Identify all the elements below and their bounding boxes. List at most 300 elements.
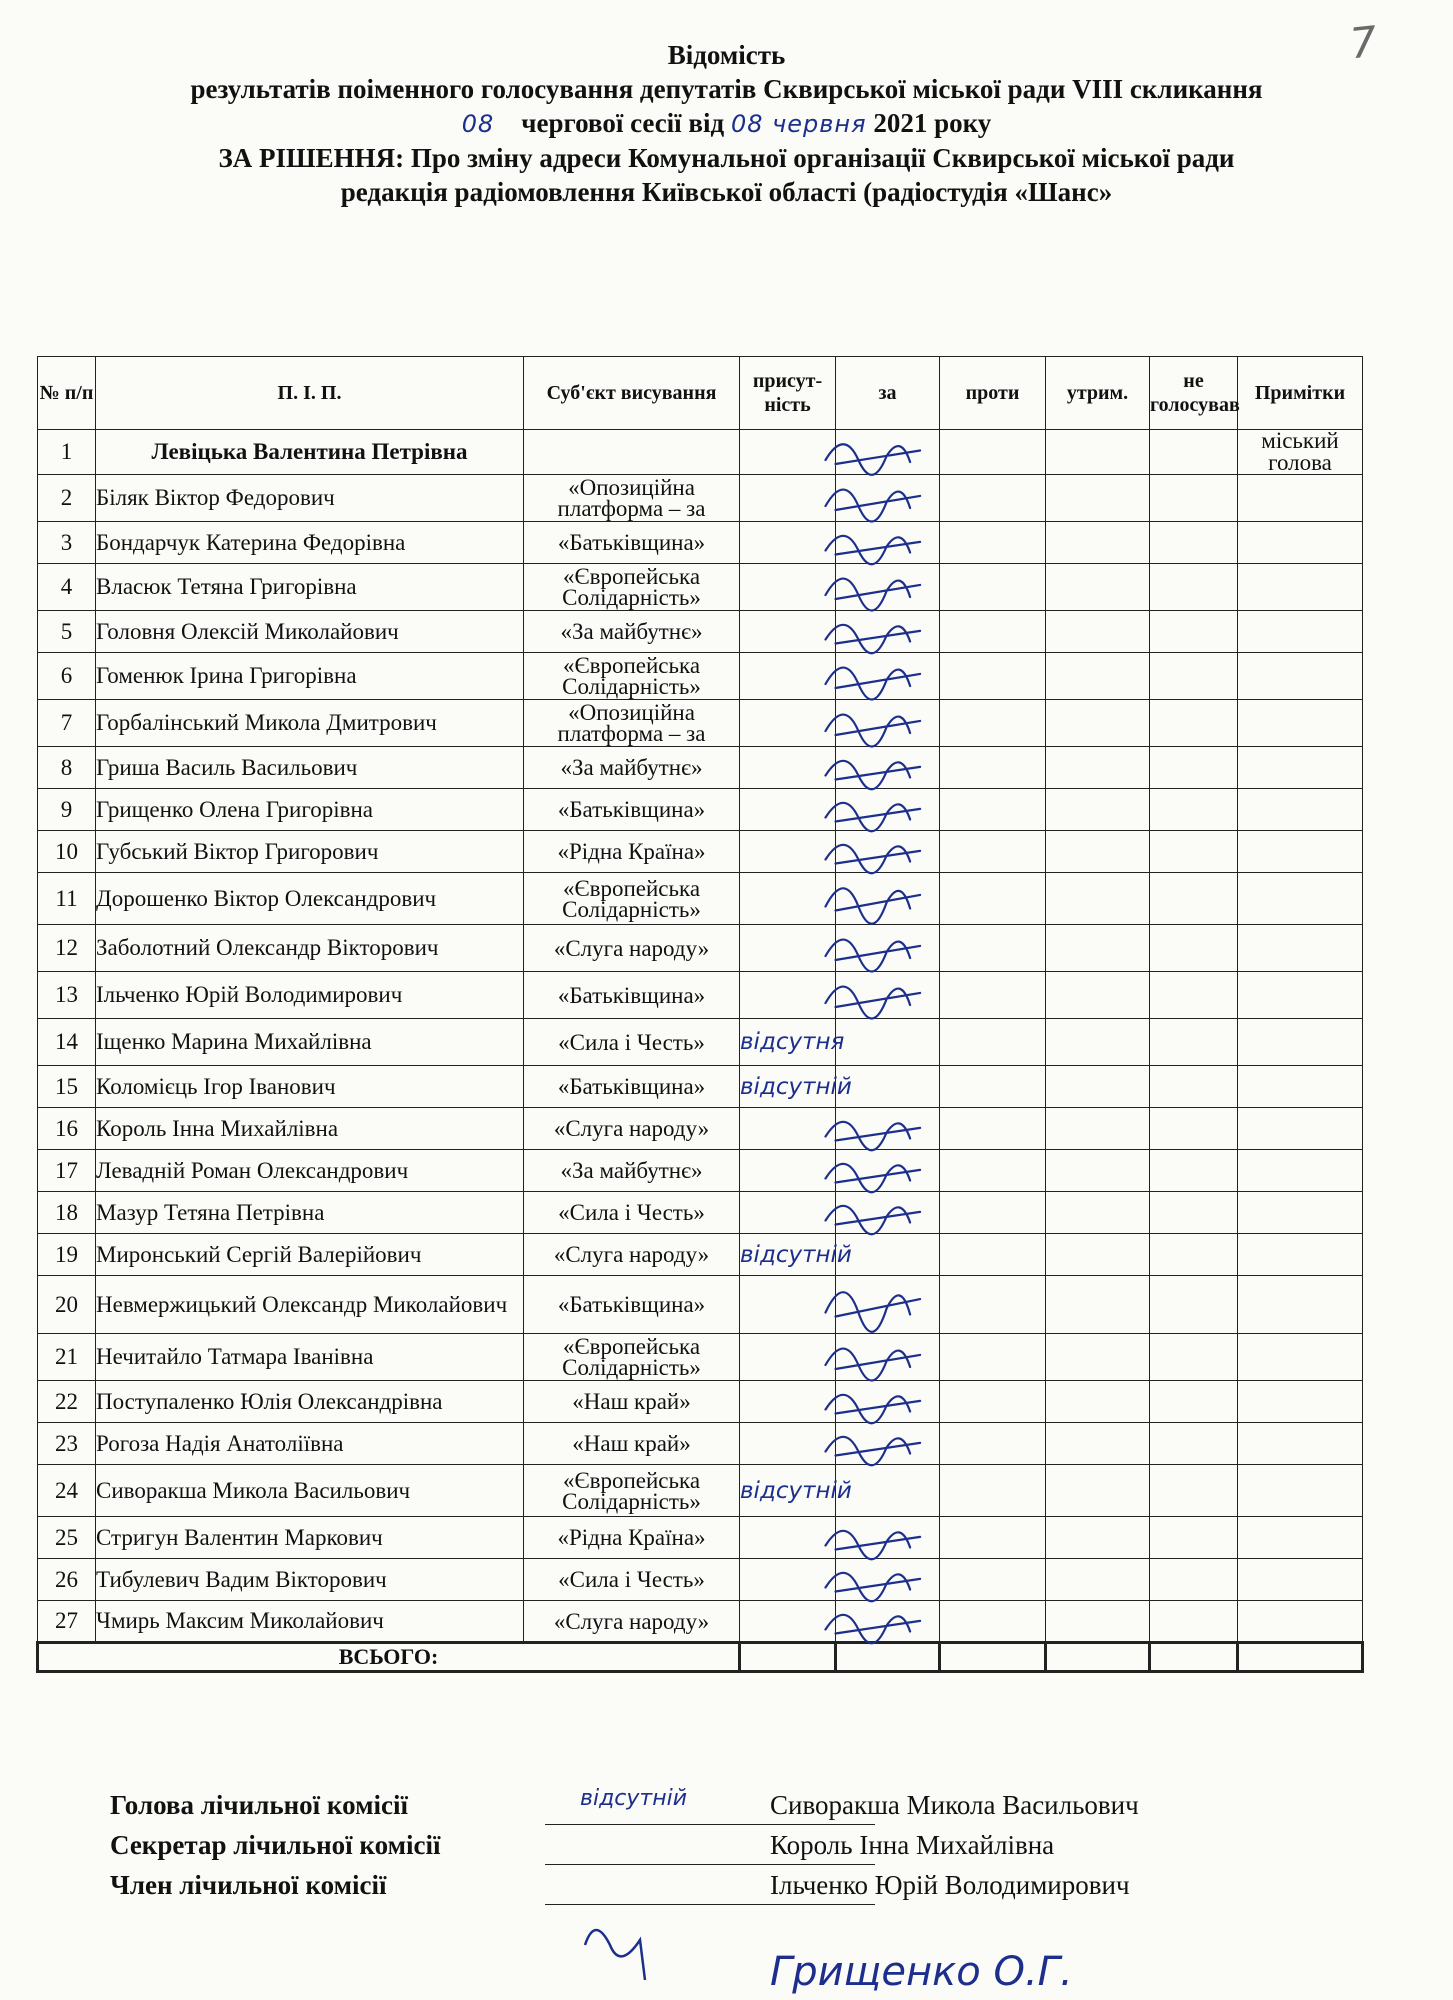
vote-for-cell — [836, 1559, 940, 1601]
row-number: 5 — [38, 611, 96, 653]
presence-cell — [740, 1150, 836, 1192]
not-voted-cell — [1150, 925, 1238, 972]
deputy-name: Нечитайло Татмара Іванівна — [96, 1334, 524, 1381]
row-number: 20 — [38, 1276, 96, 1334]
vote-against-cell — [940, 1381, 1046, 1423]
deputy-name: Гриша Василь Васильович — [96, 747, 524, 789]
vote-against-cell — [940, 1334, 1046, 1381]
presence-cell — [740, 789, 836, 831]
presence-cell — [740, 522, 836, 564]
presence-cell: відсутній — [740, 1234, 836, 1276]
member-role: Член лічильної комісії — [110, 1870, 387, 1900]
not-voted-cell — [1150, 1559, 1238, 1601]
nomination-subject: «Наш край» — [524, 1381, 740, 1423]
total-abstain — [1046, 1643, 1150, 1672]
note-cell — [1238, 925, 1363, 972]
nomination-subject: «Слуга народу» — [524, 1234, 740, 1276]
row-number: 26 — [38, 1559, 96, 1601]
row-number: 21 — [38, 1334, 96, 1381]
deputy-name: Іщенко Марина Михайлівна — [96, 1019, 524, 1066]
row-number: 11 — [38, 873, 96, 925]
note-cell — [1238, 873, 1363, 925]
table-row — [38, 1234, 1363, 1276]
total-present — [740, 1643, 836, 1672]
not-voted-cell — [1150, 430, 1238, 475]
presence-cell — [740, 831, 836, 873]
header-name: П. І. П. — [96, 357, 524, 430]
nomination-subject: «За майбутнє» — [524, 747, 740, 789]
nomination-subject: «За майбутнє» — [524, 611, 740, 653]
vote-abstain-cell — [1046, 1423, 1150, 1465]
not-voted-cell — [1150, 1066, 1238, 1108]
note-cell — [1238, 611, 1363, 653]
vote-against-cell — [940, 1150, 1046, 1192]
nomination-subject: «Рідна Країна» — [524, 831, 740, 873]
vote-for-cell — [836, 789, 940, 831]
vote-for-cell — [836, 611, 940, 653]
nomination-subject: «Слуга народу» — [524, 925, 740, 972]
note-cell — [1238, 1019, 1363, 1066]
not-voted-cell — [1150, 1019, 1238, 1066]
vote-for-cell — [836, 925, 940, 972]
table-row — [38, 700, 1363, 747]
not-voted-cell — [1150, 564, 1238, 611]
presence-cell — [740, 1381, 836, 1423]
note-cell — [1238, 1192, 1363, 1234]
not-voted-cell — [1150, 522, 1238, 564]
row-number: 17 — [38, 1150, 96, 1192]
presence-cell — [740, 1192, 836, 1234]
document-header — [0, 38, 1453, 209]
nomination-subject: «Європейська Солідарність» — [524, 873, 740, 925]
presence-cell — [740, 1559, 836, 1601]
vote-abstain-cell — [1046, 1192, 1150, 1234]
vote-abstain-cell — [1046, 1150, 1150, 1192]
vote-abstain-cell — [1046, 831, 1150, 873]
header-abstain: утрим. — [1046, 357, 1150, 430]
row-number: 25 — [38, 1517, 96, 1559]
secretary-role: Секретар лічильної комісії — [110, 1830, 441, 1860]
table-row — [38, 522, 1363, 564]
vote-for-cell — [836, 747, 940, 789]
note-cell — [1238, 1066, 1363, 1108]
vote-abstain-cell — [1046, 925, 1150, 972]
presence-cell — [740, 1108, 836, 1150]
deputy-name: Поступаленко Юлія Олександрівна — [96, 1381, 524, 1423]
deputy-name: Тибулевич Вадим Вікторович — [96, 1559, 524, 1601]
vote-abstain-cell — [1046, 1234, 1150, 1276]
table-row — [38, 972, 1363, 1019]
presence-cell — [740, 1601, 836, 1643]
nomination-subject: «Європейська Солідарність» — [524, 564, 740, 611]
vote-against-cell — [940, 1559, 1046, 1601]
note-cell — [1238, 747, 1363, 789]
session-number-handwritten: 08 — [461, 110, 495, 138]
note-cell — [1238, 564, 1363, 611]
nomination-subject: «Слуга народу» — [524, 1108, 740, 1150]
nomination-subject: «За майбутнє» — [524, 1150, 740, 1192]
not-voted-cell — [1150, 972, 1238, 1019]
vote-against-cell — [940, 831, 1046, 873]
row-number: 12 — [38, 925, 96, 972]
not-voted-cell — [1150, 1276, 1238, 1334]
signature-block — [110, 1786, 1350, 1910]
presence-cell — [740, 1423, 836, 1465]
note-cell — [1238, 1559, 1363, 1601]
not-voted-cell — [1150, 653, 1238, 700]
row-number: 18 — [38, 1192, 96, 1234]
table-row — [38, 1517, 1363, 1559]
row-number: 8 — [38, 747, 96, 789]
nomination-subject: «Батьківщина» — [524, 789, 740, 831]
header-for: за — [836, 357, 940, 430]
nomination-subject: «Сила і Честь» — [524, 1192, 740, 1234]
vote-for-cell — [836, 873, 940, 925]
not-voted-cell — [1150, 1465, 1238, 1517]
vote-abstain-cell — [1046, 1559, 1150, 1601]
session-line — [0, 106, 1453, 141]
row-number: 3 — [38, 522, 96, 564]
document-subtitle: результатів поіменного голосування депутатів Сквирської міської ради VIII скликання — [190, 74, 1263, 104]
table-row — [38, 1381, 1363, 1423]
vote-for-cell — [836, 1192, 940, 1234]
header-note: Примітки — [1238, 357, 1363, 430]
note-cell — [1238, 1381, 1363, 1423]
chair-role: Голова лічильної комісії — [110, 1790, 408, 1820]
secretary-name: Король Інна Михайлівна — [770, 1830, 1055, 1860]
table-row — [38, 1150, 1363, 1192]
nomination-subject: «Слуга народу» — [524, 1601, 740, 1643]
presence-cell — [740, 1517, 836, 1559]
presence-cell — [740, 700, 836, 747]
deputy-name: Дорошенко Віктор Олександрович — [96, 873, 524, 925]
vote-against-cell — [940, 611, 1046, 653]
deputy-name: Рогоза Надія Анатоліївна — [96, 1423, 524, 1465]
deputy-name: Миронський Сергій Валерійович — [96, 1234, 524, 1276]
header-present: присут-ність — [740, 357, 836, 430]
deputy-name: Грищенко Олена Григорівна — [96, 789, 524, 831]
vote-for-cell — [836, 1150, 940, 1192]
deputy-name: Власюк Тетяна Григорівна — [96, 564, 524, 611]
table-header-row — [38, 357, 1363, 430]
vote-for-cell — [836, 1601, 940, 1643]
chair-absent-note: відсутній — [580, 1786, 688, 1811]
not-voted-cell — [1150, 1334, 1238, 1381]
row-number: 1 — [38, 430, 96, 475]
chair-sign-line — [545, 1824, 875, 1825]
note-cell — [1238, 475, 1363, 522]
not-voted-cell — [1150, 1381, 1238, 1423]
table-row — [38, 1334, 1363, 1381]
note-cell — [1238, 1601, 1363, 1643]
note-cell — [1238, 831, 1363, 873]
row-number: 23 — [38, 1423, 96, 1465]
not-voted-cell — [1150, 475, 1238, 522]
vote-against-cell — [940, 1019, 1046, 1066]
deputy-name: Бондарчук Катерина Федорівна — [96, 522, 524, 564]
vote-abstain-cell — [1046, 430, 1150, 475]
presence-cell — [740, 1276, 836, 1334]
sign-row-member — [110, 1870, 1350, 1910]
not-voted-cell — [1150, 1601, 1238, 1643]
nomination-subject — [524, 430, 740, 475]
session-prefix: чергової сесії від — [521, 108, 725, 138]
row-number: 15 — [38, 1066, 96, 1108]
nomination-subject: «Батьківщина» — [524, 1066, 740, 1108]
not-voted-cell — [1150, 611, 1238, 653]
vote-against-cell — [940, 747, 1046, 789]
not-voted-cell — [1150, 1108, 1238, 1150]
vote-against-cell — [940, 1108, 1046, 1150]
table-row — [38, 1559, 1363, 1601]
note-cell — [1238, 972, 1363, 1019]
deputy-name: Гоменюк Ірина Григорівна — [96, 653, 524, 700]
note-cell — [1238, 1234, 1363, 1276]
vote-against-cell — [940, 1423, 1046, 1465]
deputy-name: Губський Віктор Григорович — [96, 831, 524, 873]
vote-against-cell — [940, 1192, 1046, 1234]
vote-for-cell — [836, 972, 940, 1019]
row-number: 7 — [38, 700, 96, 747]
voting-table — [36, 356, 1364, 1673]
vote-against-cell — [940, 873, 1046, 925]
table-row — [38, 1066, 1363, 1108]
vote-for-cell — [836, 1108, 940, 1150]
table-row — [38, 1601, 1363, 1643]
table-row — [38, 789, 1363, 831]
vote-against-cell — [940, 972, 1046, 1019]
note-cell — [1238, 1276, 1363, 1334]
nomination-subject: «Наш край» — [524, 1423, 740, 1465]
page-number: 7 — [1347, 16, 1380, 69]
presence-cell: відсутня — [740, 1019, 836, 1066]
vote-abstain-cell — [1046, 873, 1150, 925]
row-number: 19 — [38, 1234, 96, 1276]
vote-for-cell — [836, 475, 940, 522]
session-year: 2021 року — [873, 108, 992, 138]
row-number: 10 — [38, 831, 96, 873]
table-row — [38, 925, 1363, 972]
not-voted-cell — [1150, 1192, 1238, 1234]
presence-cell — [740, 972, 836, 1019]
table-row — [38, 475, 1363, 522]
header-num: № п/п — [38, 357, 96, 430]
deputy-name: Коломієць Ігор Іванович — [96, 1066, 524, 1108]
vote-against-cell — [940, 700, 1046, 747]
nomination-subject: «Батьківщина» — [524, 1276, 740, 1334]
nomination-subject: «Європейська Солідарність» — [524, 1334, 740, 1381]
vote-against-cell — [940, 475, 1046, 522]
not-voted-cell — [1150, 1517, 1238, 1559]
row-number: 9 — [38, 789, 96, 831]
vote-abstain-cell — [1046, 1517, 1150, 1559]
document-title: Відомість — [667, 40, 786, 70]
deputy-name: Стригун Валентин Маркович — [96, 1517, 524, 1559]
presence-cell — [740, 873, 836, 925]
total-label: ВСЬОГО: — [38, 1643, 740, 1672]
not-voted-cell — [1150, 831, 1238, 873]
deputy-name: Мазур Тетяна Петрівна — [96, 1192, 524, 1234]
header-subject: Суб'єкт висування — [524, 357, 740, 430]
note-cell — [1238, 789, 1363, 831]
vote-abstain-cell — [1046, 611, 1150, 653]
nomination-subject: «Рідна Країна» — [524, 1517, 740, 1559]
nomination-subject: «Європейська Солідарність» — [524, 653, 740, 700]
vote-for-cell — [836, 1334, 940, 1381]
vote-against-cell — [940, 522, 1046, 564]
sign-row-chair — [110, 1786, 1350, 1830]
vote-abstain-cell — [1046, 653, 1150, 700]
deputy-name: Біляк Віктор Федорович — [96, 475, 524, 522]
nomination-subject: «Батьківщина» — [524, 522, 740, 564]
chair-name: Сиворакша Микола Васильович — [770, 1790, 1139, 1820]
note-cell — [1238, 653, 1363, 700]
vote-for-cell — [836, 653, 940, 700]
decision-line-1: ЗА РІШЕННЯ: Про зміну адреси Комунальної організації Сквирської міської ради — [218, 143, 1235, 173]
row-number: 2 — [38, 475, 96, 522]
table-row — [38, 1423, 1363, 1465]
row-number: 27 — [38, 1601, 96, 1643]
table-row — [38, 873, 1363, 925]
note-cell — [1238, 1334, 1363, 1381]
row-number: 22 — [38, 1381, 96, 1423]
vote-against-cell — [940, 564, 1046, 611]
member-sign-line — [545, 1904, 875, 1905]
member-name: Ільченко Юрій Володимирович — [770, 1870, 1130, 1900]
vote-for-cell — [836, 1381, 940, 1423]
total-against — [940, 1643, 1046, 1672]
total-note — [1238, 1643, 1363, 1672]
vote-abstain-cell — [1046, 1019, 1150, 1066]
row-number: 4 — [38, 564, 96, 611]
nomination-subject: «Сила і Честь» — [524, 1559, 740, 1601]
vote-against-cell — [940, 1517, 1046, 1559]
vote-against-cell — [940, 1276, 1046, 1334]
deputy-name: Горбалінський Микола Дмитрович — [96, 700, 524, 747]
presence-cell — [740, 653, 836, 700]
deputy-name: Сиворакша Микола Васильович — [96, 1465, 524, 1517]
presence-cell — [740, 430, 836, 475]
table-row — [38, 1019, 1363, 1066]
vote-against-cell — [940, 1066, 1046, 1108]
table-row — [38, 564, 1363, 611]
deputy-name: Головня Олексій Миколайович — [96, 611, 524, 653]
vote-abstain-cell — [1046, 522, 1150, 564]
not-voted-cell — [1150, 873, 1238, 925]
presence-cell: відсутній — [740, 1066, 836, 1108]
row-number: 14 — [38, 1019, 96, 1066]
table-row — [38, 831, 1363, 873]
note-cell — [1238, 700, 1363, 747]
vote-for-cell — [836, 1517, 940, 1559]
deputy-name: Левадній Роман Олександрович — [96, 1150, 524, 1192]
not-voted-cell — [1150, 1234, 1238, 1276]
header-against: проти — [940, 357, 1046, 430]
row-number: 24 — [38, 1465, 96, 1517]
deputy-name: Чмирь Максим Миколайович — [96, 1601, 524, 1643]
vote-abstain-cell — [1046, 747, 1150, 789]
vote-against-cell — [940, 430, 1046, 475]
presence-cell — [740, 475, 836, 522]
presence-cell — [740, 925, 836, 972]
row-number: 6 — [38, 653, 96, 700]
deputy-name: Король Інна Михайлівна — [96, 1108, 524, 1150]
vote-abstain-cell — [1046, 700, 1150, 747]
vote-for-cell — [836, 430, 940, 475]
deputy-name: Заболотний Олександр Вікторович — [96, 925, 524, 972]
not-voted-cell — [1150, 700, 1238, 747]
total-for — [836, 1643, 940, 1672]
row-number: 16 — [38, 1108, 96, 1150]
table-row — [38, 1108, 1363, 1150]
note-cell — [1238, 1423, 1363, 1465]
not-voted-cell — [1150, 747, 1238, 789]
deputy-name: Невмержицький Олександр Миколайович — [96, 1276, 524, 1334]
table-row — [38, 611, 1363, 653]
total-row — [38, 1643, 1363, 1672]
note-cell: міський голова — [1238, 430, 1363, 475]
presence-cell — [740, 747, 836, 789]
deputy-name: Ільченко Юрій Володимирович — [96, 972, 524, 1019]
nomination-subject: «Сила і Честь» — [524, 1019, 740, 1066]
vote-against-cell — [940, 653, 1046, 700]
vote-for-cell — [836, 1276, 940, 1334]
table-body — [38, 430, 1363, 1643]
table-row — [38, 430, 1363, 475]
nomination-subject: «Батьківщина» — [524, 972, 740, 1019]
note-cell — [1238, 1517, 1363, 1559]
vote-abstain-cell — [1046, 1601, 1150, 1643]
vote-abstain-cell — [1046, 564, 1150, 611]
not-voted-cell — [1150, 1150, 1238, 1192]
presence-cell — [740, 564, 836, 611]
table-row — [38, 653, 1363, 700]
note-cell — [1238, 1465, 1363, 1517]
vote-abstain-cell — [1046, 1276, 1150, 1334]
handwritten-name: Грищенко О.Г. — [770, 1949, 1073, 1995]
presence-cell — [740, 1334, 836, 1381]
secretary-sign-line — [545, 1864, 875, 1865]
header-not-voted: не голосував — [1150, 357, 1238, 430]
session-date-handwritten: 08 червня — [730, 110, 867, 138]
vote-abstain-cell — [1046, 972, 1150, 1019]
vote-for-cell — [836, 831, 940, 873]
deputy-name: Левіцька Валентина Петрівна — [96, 430, 524, 475]
nomination-subject: «Опозиційна платформа – за — [524, 475, 740, 522]
not-voted-cell — [1150, 1423, 1238, 1465]
row-number: 13 — [38, 972, 96, 1019]
vote-against-cell — [940, 1234, 1046, 1276]
table-row — [38, 1276, 1363, 1334]
table-row — [38, 1192, 1363, 1234]
vote-abstain-cell — [1046, 1066, 1150, 1108]
presence-cell: відсутній — [740, 1465, 836, 1517]
decision-line-2: редакція радіомовлення Київської області (радіостудія «Шанс» — [340, 177, 1113, 207]
vote-against-cell — [940, 1465, 1046, 1517]
vote-for-cell — [836, 564, 940, 611]
vote-for-cell — [836, 522, 940, 564]
note-cell — [1238, 1150, 1363, 1192]
note-cell — [1238, 522, 1363, 564]
total-not-voted — [1150, 1643, 1238, 1672]
presence-cell — [740, 611, 836, 653]
vote-for-cell — [836, 1423, 940, 1465]
vote-for-cell — [836, 700, 940, 747]
vote-abstain-cell — [1046, 1334, 1150, 1381]
vote-against-cell — [940, 789, 1046, 831]
vote-abstain-cell — [1046, 1381, 1150, 1423]
vote-against-cell — [940, 925, 1046, 972]
